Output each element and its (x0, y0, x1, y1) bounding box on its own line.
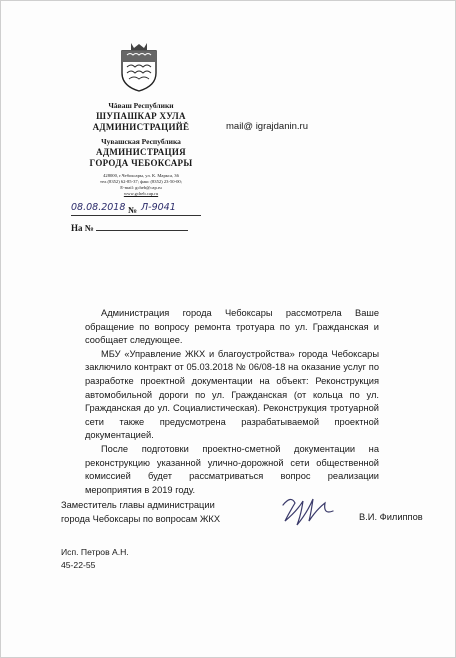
executor-name: Исп. Петров А.Н. (61, 547, 129, 557)
registration-date: 08.08.2018 (71, 202, 126, 213)
signatory-title-line-2: города Чебоксары по вопросам ЖКХ (61, 514, 221, 524)
signatory-title (61, 498, 391, 526)
header-city-russian: ГОРОДА ЧЕБОКСАРЫ (89, 158, 193, 168)
body-paragraph-2: МБУ «Управление ЖКХ и благоустройства» города Чебоксары заключило контракт от 05.03.2018 № 06/08-18 на оказание услуг по разработке проектной документации на объект: Реконструкция автомобильной дороги по ул. Гражданская (от кольца по ул. Гражданская до ул. Социалистическая). Реконструкция тротуарной сети также предусмотрена разрабатываемой проектной документацией. (85, 348, 379, 441)
letter-body (85, 307, 379, 497)
body-paragraph-3: После подготовки проектно-сметной документации на реконструкцию указанной улично-дорожной сети общественной комиссией будет рассматриваться вопрос реализации мероприятия в 2019 году. (85, 443, 379, 495)
header-region-chuvash: Чăваш Республики (108, 101, 174, 110)
header-address: 428000, г.Чебоксары, ул. К. Маркса, 36 (103, 173, 179, 178)
header-city-chuvash: ШУПАШКАР ХУЛА (96, 111, 186, 121)
body-paragraph-1: Администрация города Чебоксары рассмотрела Ваше обращение по вопросу ремонта тротуара по ул. Гражданская и сообщает следующее. (85, 308, 379, 346)
executor-phone: 45-22-55 (61, 560, 96, 570)
header-website: www.gcheb.cap.ru (123, 191, 159, 196)
header-admin-chuvash: АДМИНИСТРАЦИЙĚ (92, 122, 190, 132)
signatory-name: В.И. Филиппов (359, 512, 423, 522)
executor-block (61, 546, 129, 572)
handwritten-signature (277, 491, 339, 531)
header-admin-russian: АДМИНИСТРАЦИЯ (96, 147, 186, 157)
signatory-title-line-1: Заместитель главы администрации (61, 500, 215, 510)
in-reply-to-line (71, 223, 188, 233)
header-region-russian: Чувашская Республика (101, 137, 181, 146)
header-email: E-mail: gcheb@cap.ru (120, 185, 162, 190)
city-coat-of-arms-emblem (119, 41, 159, 93)
registration-number-prefix: № (128, 205, 138, 215)
registration-underline (71, 215, 201, 216)
addressee-email: mail@ igrajdanin.ru (226, 121, 308, 132)
in-reply-to-blank (96, 230, 188, 231)
in-reply-to-label: На № (71, 223, 94, 233)
header-phone-fax: тел.(8352) 62-85-37; факс (8352) 23-50-00; (100, 179, 182, 184)
registration-number: Л-9041 (141, 202, 176, 213)
